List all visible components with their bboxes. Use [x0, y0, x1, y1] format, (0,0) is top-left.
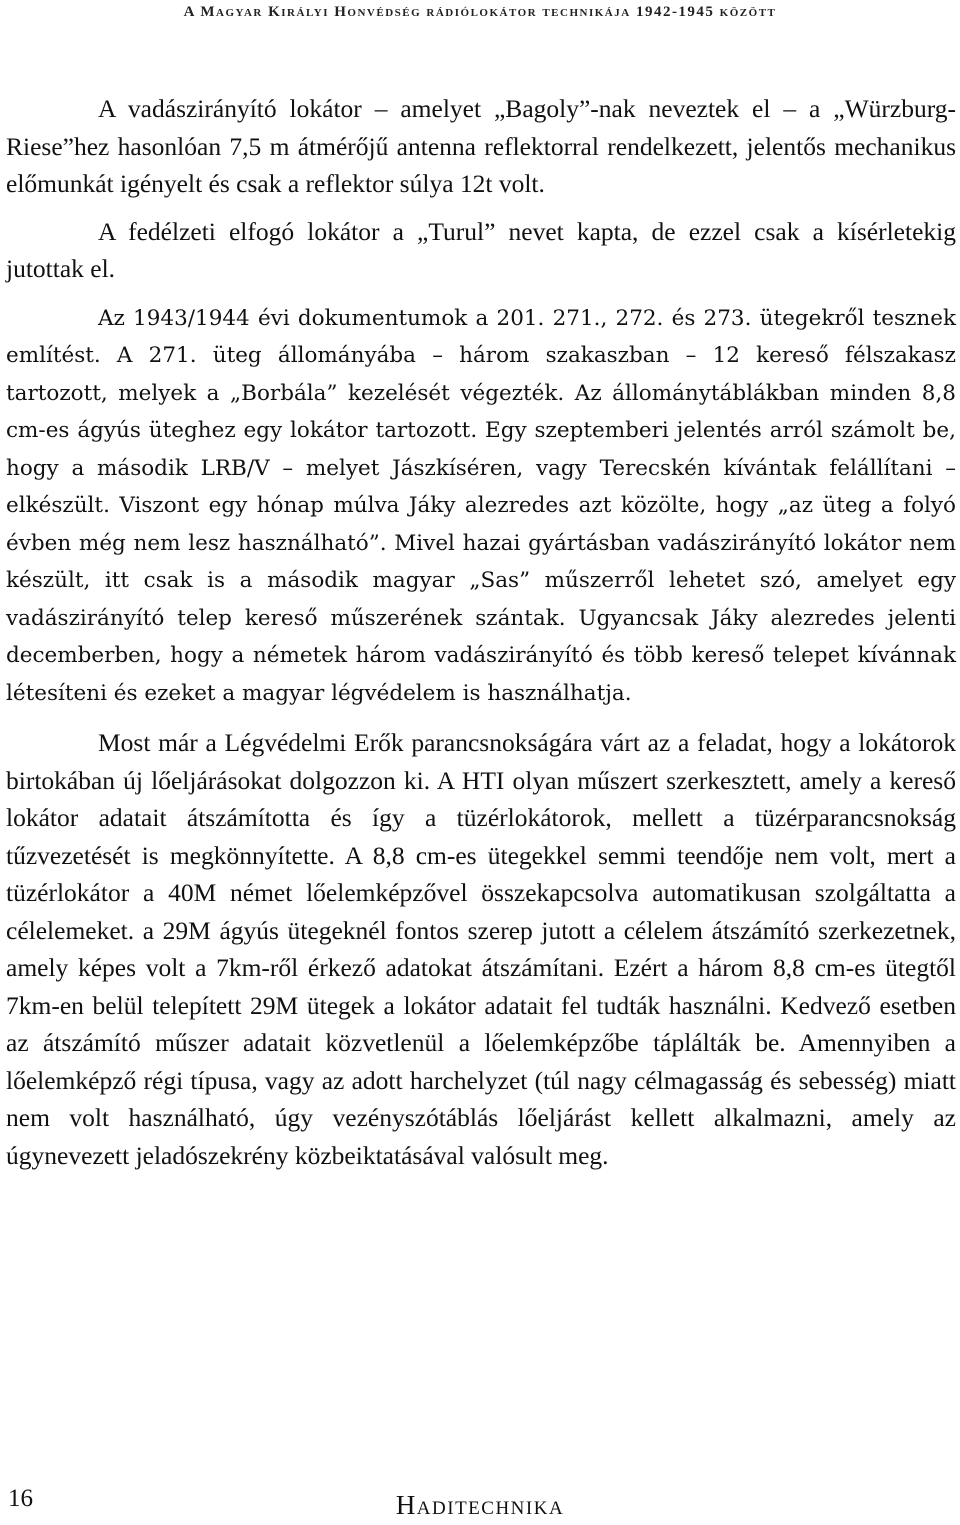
running-header: A Magyar Királyi Honvédség rádiólokátor technikája 1942-1945 között — [183, 4, 777, 20]
article-body — [6, 90, 956, 1174]
page-number: 16 — [8, 1485, 33, 1512]
paragraph-air-defense-command: Most már a Légvédelmi Erők parancsnokságára várt az a feladat, hogy a lokátorok birtokában új lőeljárásokat dolgozzon ki. A HTI olyan műszert szerkesztett, amely a kereső lokátor adatait átszámította és így a tüzérlokátorok, mellett a tüzérparancsnokság tűzvezetését is megkönnyítette. A 8,8 cm-es ütegekkel semmi teendője nem volt, mert a tüzérlokátor a 40M német lőelemképzővel összekapcsolva automatikusan szolgáltatta a célelemeket. a 29M ágyús ütegeknél fontos szerep jutott a célelem átszámító szerkezetnek, amely képes volt a 7km-ről érkező adatokat átszámítani. Ezért a három 8,8 cm-es ütegtől 7km-en belül telepített 29M ütegek a lokátor adatait fel tudták használni. Kedvező esetben az átszámító műszer adatait közvetlenül a lőelemképzőbe táplálták be. Amennyiben a lőelemképző régi típusa, vagy az adott harchelyzet (túl nagy célmagasság és sebesség) miatt nem volt használható, úgy vezényszótáblás lőeljárást kellett alkalmazni, amely az úgynevezett jeladószekrény közbeiktatásával valósult meg. — [6, 728, 956, 1170]
journal-title: Haditechnika — [395, 1490, 565, 1520]
paragraph-documents-1943: Az 1943/1944 évi dokumentumok a 201. 271., 272. és 273. ütegekről tesznek említést. A 271. üteg állományába – három szakaszban – 12 kereső félszakasz tartozott, melyek a „Borbála” kezelését végezték. Az állománytáblákban minden 8,8 cm-es ágyús üteghez egy lokátor tartozott. Egy szeptemberi jelentés arról számolt be, hogy a második LRB/V – melyet Jászkíséren, vagy Terecskén kívántak felállítani – elkészült. Viszont egy hónap múlva Jáky alezredes azt közölte, hogy „az üteg a folyó évben még nem lesz használható”. Mivel hazai gyártásban vadászirányító lokátor nem készült, itt csak is a második magyar „Sas” műszerről lehetet szó, amelyet egy vadászirányító telep kereső műszerének szántak. Ugyancsak Jáky alezredes jelenti decemberben, hogy a németek három vadászirányító és több kereső telepet kívánnak létesíteni és ezeket a magyar légvédelem is használhatja. — [6, 305, 956, 706]
paragraph-bagoly: A vadászirányító lokátor – amelyet „Bagoly”-nak neveztek el – a „Würzburg-Riese”hez hasonlóan 7,5 m átmérőjű antenna reflektorral rendelkezett, jelentős mechanikus előmunkát igényelt és csak a reflektor súlya 12t volt. — [6, 94, 956, 198]
paragraph-turul: A fedélzeti elfogó lokátor a „Turul” nevet kapta, de ezzel csak a kísérletekig jutottak el. — [6, 216, 956, 283]
